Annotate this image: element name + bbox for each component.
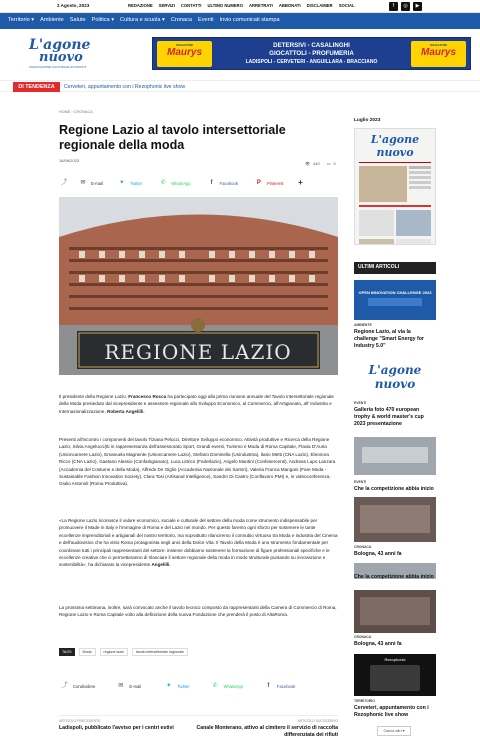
main-nav — [0, 13, 480, 29]
article-photo — [59, 197, 338, 375]
share-icon: ⤴ — [61, 682, 68, 689]
twitter-icon: ✦ — [166, 682, 172, 689]
nav-invio-comunicati[interactable]: Invio comunicati stampa — [219, 17, 280, 23]
latest-item-image[interactable] — [354, 497, 436, 542]
facebook-icon: f — [267, 682, 270, 689]
latest-item-image[interactable]: OPEN INNOVATION CHALLENGE 2023 — [354, 280, 436, 320]
article-date: 16/06/2023 — [59, 158, 80, 163]
prev-label: ARTICOLO PRECEDENTE — [59, 719, 101, 723]
latest-item-title[interactable]: Regione Lazio, al via la challenge "Smart Energy for Industry 5.0" — [354, 329, 424, 349]
load-more-button[interactable]: Carica altri ▾ — [377, 726, 411, 736]
email-share-button-bottom[interactable]: ✉ E-mail — [115, 681, 141, 692]
twitter-share-button[interactable]: ✦ Twitter — [117, 177, 142, 189]
latest-item-title[interactable]: Galleria foto 470 european trophy & world master's cup 2023 presentazione — [354, 407, 424, 427]
twitter-share-button-bottom[interactable]: ✦ Twitter — [163, 681, 189, 692]
top-link-abbonati[interactable]: ABBONATI — [278, 3, 301, 8]
comments-count[interactable]: 0 — [333, 161, 336, 166]
more-share-button[interactable] — [295, 177, 308, 189]
pinterest-icon: P — [256, 180, 261, 186]
banner-brand-left: MAGAZZINI Maurys — [157, 41, 212, 67]
share-icon: ⤴ — [60, 180, 67, 186]
banner-brand-right: MAGAZZINI Maurys — [411, 41, 466, 67]
site-logo[interactable] — [29, 38, 99, 68]
comments-icon[interactable]: ▭ — [326, 161, 331, 166]
facebook-icon: f — [210, 180, 213, 186]
article-title: Regione Lazio al tavolo intersettoriale regionale della moda — [59, 123, 286, 152]
latest-item-category[interactable]: EVENTI — [354, 401, 367, 405]
nav-salute[interactable]: Salute — [69, 17, 86, 23]
top-link-redazione[interactable]: REDAZIONE — [128, 3, 153, 8]
latest-articles-heading: ULTIMI ARTICOLI — [354, 262, 436, 273]
whatsapp-icon: ✆ — [160, 180, 166, 186]
top-link-servizi[interactable]: SERVIZI — [158, 3, 175, 8]
banner-text: DETERSIVI - CASALINGHI GIOCATTOLI - PROFUMERIA LADISPOLI - CERVETERI - ANGUILLARA - BRACCIANO — [245, 42, 378, 65]
top-link-disclaimer[interactable]: DISCLAIMER — [306, 3, 333, 8]
latest-item-category[interactable]: CRONACA — [354, 545, 372, 549]
prev-article-link[interactable]: Ladispoli, pubblicato l'avviso per i centri estivi — [59, 725, 174, 731]
top-link-social[interactable]: SOCIAL — [338, 3, 355, 8]
facebook-share-button[interactable]: f Facebook — [207, 177, 238, 189]
logo-line-2: nuovo — [39, 50, 83, 65]
email-share-button[interactable]: ✉ E-mail — [78, 177, 103, 189]
pinterest-share-button[interactable]: P Pinterest — [254, 177, 284, 189]
share-button-bottom[interactable]: ⤴ Condividere — [59, 681, 95, 692]
facebook-icon[interactable]: f — [389, 2, 398, 11]
facebook-share-button-bottom[interactable]: f Facebook — [263, 681, 295, 692]
issue-month: Luglio 2023 — [354, 118, 381, 123]
latest-item-title[interactable]: Cerveteri, appuntamento con i Rezophonic live show — [354, 705, 429, 718]
latest-item-image[interactable]: Rezophonic — [354, 654, 436, 696]
paragraph-3: «La Regione Lazio riconosce il valore economico, sociale e culturale del settore della moda come strumento indispensabile per promuovere il Made in Italy e l'immagine di Roma e del Lazio nel mondo. Per questo faremo ogni sforzo per sostenere le tante eccellenze imprenditoriali e artigianali del nostro territorio, ma soprattutto rilanciremo il connubio virtuoso tra Moda e industria del Cinema e dell'audiovisivo che ha visto Roma protagonista negli anni della Dolce Vita. Il Tavolo della Moda è uno strumento fondamentale per coordinare tutti i principali rappresentanti del settore: insieme dobbiamo sostenere la formazione di figure professionali specifiche e le eccellenze creative che ci permetteranno di rilanciare il settore regionale della moda in modo strutturale puntando su innovazione e sostenibilità», ha dichiarato la vicepresidente Angelilli. — [59, 518, 338, 568]
logo-tagline: ASSOCIAZIONE CULTURALE NO PROFIT — [29, 65, 87, 69]
site-header — [0, 29, 480, 77]
tag-regione-lazio[interactable]: regione lazio — [100, 648, 128, 656]
top-link-arretrati[interactable]: ARRETRATI — [248, 3, 273, 8]
issue-cover[interactable] — [354, 128, 436, 245]
whatsapp-share-button[interactable]: ✆ WhatsApp — [158, 177, 190, 189]
social-icons — [389, 2, 422, 11]
cover-title: L'agone nuovo — [370, 133, 420, 159]
article-meta — [305, 161, 336, 166]
paragraph-1: Il presidente della Regione Lazio, Francesco Rocca ha partecipato oggi alla prima riunione annuale del Tavolo intersettoriale regionale della Moda presieduto dal vicepresidente e assessore regionale allo Sviluppo Economico, al Commercio, all'Artigianato, all' Industria e Internazionalizzazione, Roberta Angelilli. — [59, 394, 334, 414]
share-bar-top — [59, 177, 338, 189]
whatsapp-share-button-bottom[interactable]: ✆ WhatsApp — [210, 681, 243, 692]
photo-sign-text: REGIONE LAZIO — [104, 340, 292, 364]
latest-item-category[interactable]: AMBIENTE — [354, 323, 372, 327]
next-article-link[interactable]: Canale Monterano, attivo al cimitero il servizio di raccolta differenziata dei rifiuti — [196, 725, 338, 738]
latest-item-category[interactable]: CRONACA — [354, 635, 372, 639]
tag-moda[interactable]: Moda — [79, 648, 96, 656]
article-navigation — [59, 715, 338, 739]
ad-banner[interactable] — [152, 37, 471, 70]
latest-item-title[interactable]: Che la competizione abbia inizio — [354, 574, 434, 580]
trending-link[interactable]: Cerveteri, appuntamento con i Rezophonic live show — [64, 84, 186, 90]
latest-item-title[interactable]: Bologna, 43 anni fa — [354, 641, 402, 647]
trending-ticker — [0, 80, 480, 92]
top-link-ultimo-numero[interactable]: ULTIMO NUMERO — [207, 3, 243, 8]
nav-territorio[interactable]: Territorio ▾ — [8, 17, 35, 23]
next-label: ARTICOLO SUCCESSIVO — [297, 719, 338, 723]
latest-item-image[interactable] — [354, 437, 436, 475]
share-button[interactable] — [59, 177, 72, 189]
breadcrumb[interactable]: HOME › CRONACA — [59, 110, 93, 114]
twitter-icon: ✦ — [119, 180, 125, 186]
tag-tavolo[interactable]: tavolo intersettoriale regionale — [132, 648, 188, 656]
nav-ambiente[interactable]: Ambiente — [40, 17, 64, 23]
trending-tag: DI TENDENZA — [13, 82, 60, 92]
top-bar — [0, 0, 480, 13]
nav-politica[interactable]: Politica ▾ — [91, 17, 115, 23]
regione-lazio-building-image — [59, 197, 338, 375]
whatsapp-icon: ✆ — [212, 682, 218, 689]
logo-line-1: L'agone — [29, 37, 91, 53]
latest-item-image[interactable]: L'agone nuovo — [354, 357, 436, 397]
nav-cronaca[interactable]: Cronaca — [170, 17, 192, 23]
latest-item-title[interactable]: Bologna, 43 anni fa — [354, 551, 402, 557]
plus-icon: + — [298, 178, 303, 187]
article-tags — [59, 648, 188, 656]
latest-item-category[interactable]: EVENTI — [354, 480, 367, 484]
tags-label: TAGS — [59, 648, 75, 656]
top-link-contatti[interactable]: CONTATTI — [180, 3, 202, 8]
paragraph-2: Presenti all'incontro i componenti del tavolo Tiziana Pelucci, Direttore Sviluppo economico, Attività produttive e Ricerca della Regione Lazio, Silvia Angelucci(tti in rappresentanza dell'assessorato Sport, Grandi eventi, Turismo e Moda di Roma Capitale, Flavia D'Auria (Unioncamere Lazio), Emanuela Magnente (Unioncamere Lazio), Stefano Dominella (Unindustria), Ilario Metti (CNA Lazio), Eleonora Ricco (CNA Lazio), Gaetano Alessio (Confartigianato), Luca Littrico (Federlazio), Angelo Mantini (Confesercenti), Andreas Lupo Lanzara (Accademia del Costume e della Moda), Alfredo De Giglio (Accademia Nazionale dei Sartori), Valeria Franca Mangani (Fare Moda - Sustainable Fashion Innovation Society), Clara Tosi (Artisanal Intelligence), Sandro Di Castro (Conflavoro PMI) e, in videoconferenza, Giulio Antonoli (Roma Produttiva). — [59, 437, 336, 487]
heading-underline — [354, 273, 436, 274]
latest-item-category[interactable]: TERRITORIO — [354, 699, 375, 703]
latest-item-image[interactable] — [354, 590, 436, 633]
share-bar-bottom — [59, 679, 338, 693]
mail-icon: ✉ — [118, 682, 124, 689]
nav-eventi[interactable]: Eventi — [198, 17, 214, 23]
views-icon: 👁 — [305, 161, 311, 166]
mail-icon: ✉ — [80, 180, 86, 186]
current-date: 2 Agosto, 2023 — [57, 3, 90, 8]
top-links — [128, 3, 355, 8]
instagram-icon[interactable]: ◎ — [401, 2, 410, 11]
nav-cultura-scuola[interactable]: Cultura e scuola ▾ — [120, 17, 165, 23]
views-count: 440 — [313, 161, 320, 166]
latest-item-title[interactable]: Che la competizione abbia inizio — [354, 486, 434, 492]
paragraph-4: La prossima settimana, inoltre, sarà convocato anche il tavolo tecnico composto da rappresentanti della Camera di Commercio di Roma, Regione Lazio e Roma Capitale volto alla definizione della nuova Fondazione che prenderà il posto di AltaRoma. — [59, 605, 337, 618]
youtube-icon[interactable]: ▶ — [413, 2, 422, 11]
